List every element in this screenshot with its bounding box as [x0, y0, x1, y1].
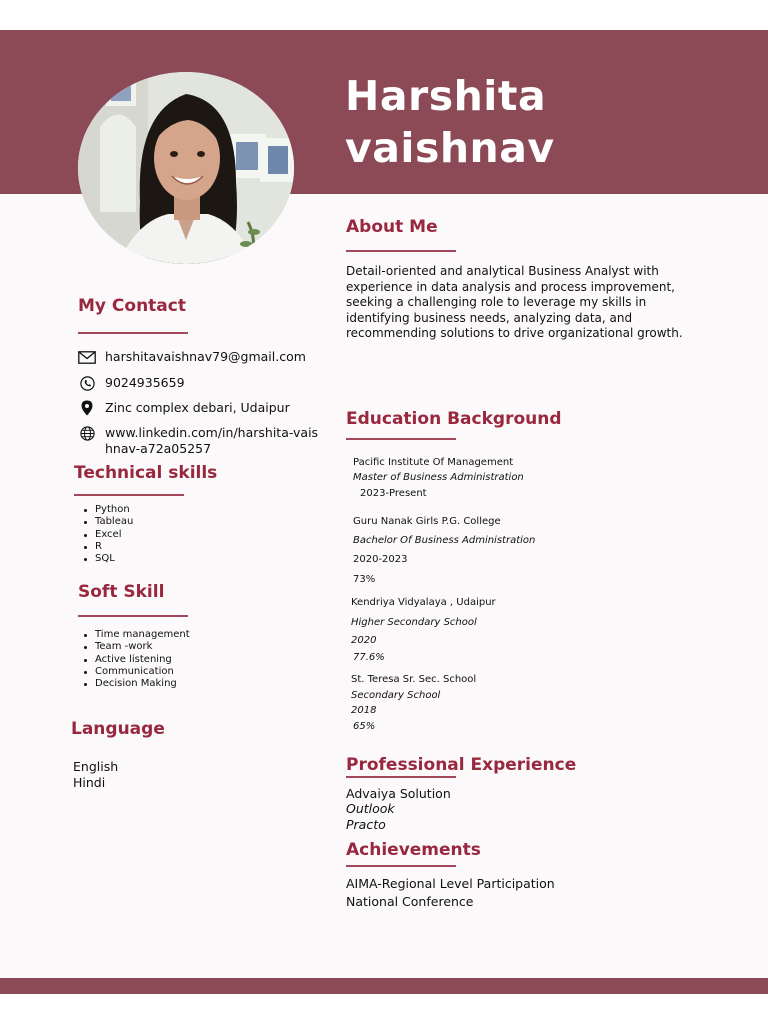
list-item: Excel	[78, 529, 133, 541]
contact-email-row	[78, 349, 320, 365]
candidate-name	[345, 70, 555, 174]
achievements-title: Achievements	[346, 840, 481, 860]
list-item: Time management	[78, 629, 190, 641]
about-rule	[346, 250, 456, 252]
edu-school: Guru Nanak Girls P.G. College	[353, 516, 501, 527]
soft-rule	[78, 615, 188, 617]
contact-website[interactable]: www.linkedin.com/in/harshita-vaishnav-a72a05257	[105, 425, 319, 456]
education-title: Education Background	[346, 409, 562, 429]
list-item: Outlook	[346, 801, 395, 817]
edu-score: 65%	[353, 721, 376, 732]
phone-icon	[78, 375, 96, 391]
contact-phone: 9024935659	[105, 375, 185, 390]
contact-rule	[78, 332, 188, 334]
soft-list	[78, 629, 190, 690]
location-pin-icon	[78, 400, 96, 416]
language-title: Language	[71, 719, 165, 739]
list-item: SQL	[78, 553, 133, 565]
edu-score: 77.6%	[353, 652, 385, 663]
edu-school: St. Teresa Sr. Sec. School	[351, 674, 477, 685]
about-text: Detail-oriented and analytical Business Analyst with experience in data analysis and process improvement, seeking a challenging role to leverage my skills in identifying business needs, analyzing data, and recommending solutions to drive organizational growth.	[346, 264, 683, 341]
edu-school: Kendriya Vidyalaya , Udaipur	[351, 597, 496, 608]
list-item: Practo	[346, 816, 386, 832]
edu-degree: Higher Secondary School	[351, 617, 477, 628]
achievements-rule	[346, 865, 456, 867]
list-item: Tableau	[78, 516, 133, 528]
footer-band	[0, 978, 768, 994]
contact-email[interactable]: harshitavaishnav79@gmail.com	[105, 349, 306, 364]
contact-phone-row	[78, 375, 320, 391]
list-item: Communication	[78, 666, 190, 678]
list-item: R	[78, 541, 133, 553]
contact-address-row	[78, 400, 320, 416]
experience-list	[346, 786, 451, 832]
experience-rule	[346, 776, 456, 778]
list-item: Active listening	[78, 654, 190, 666]
edu-years: 2020-2023	[353, 554, 408, 565]
list-item: National Conference	[346, 894, 474, 909]
language-list	[73, 759, 118, 791]
list-item: Decision Making	[78, 678, 190, 690]
edu-school: Pacific Institute Of Management	[353, 457, 514, 468]
globe-icon	[78, 425, 96, 441]
list-item: Advaiya Solution	[346, 786, 451, 801]
first-name: Harshita	[345, 72, 547, 120]
list-item: Team -work	[78, 641, 190, 653]
technical-title: Technical skills	[74, 463, 218, 483]
edu-years: 2018	[351, 705, 377, 716]
contact-title: My Contact	[78, 296, 186, 316]
profile-photo	[78, 72, 294, 264]
bottom-strip	[0, 994, 768, 1024]
mail-icon	[78, 349, 96, 365]
edu-degree: Bachelor Of Business Administration	[353, 535, 536, 546]
contact-address: Zinc complex debari, Udaipur	[105, 400, 290, 415]
experience-title: Professional Experience	[346, 755, 577, 775]
achievements-list	[346, 875, 555, 911]
education-rule	[346, 438, 456, 440]
edu-score: 73%	[353, 574, 376, 585]
contact-website-row	[78, 425, 320, 457]
soft-title: Soft Skill	[78, 582, 165, 602]
edu-degree: Master of Business Administration	[353, 472, 524, 483]
technical-rule	[74, 494, 184, 496]
list-item: Python	[78, 504, 133, 516]
list-item: English	[73, 759, 119, 774]
edu-years: 2020	[351, 635, 377, 646]
edu-years: 2023-Present	[360, 488, 427, 499]
last-name: vaishnav	[345, 124, 555, 172]
about-title: About Me	[346, 217, 438, 237]
list-item: Hindi	[73, 775, 106, 790]
list-item: AIMA-Regional Level Participation	[346, 876, 555, 891]
edu-degree: Secondary School	[351, 690, 441, 701]
technical-list	[78, 504, 133, 565]
